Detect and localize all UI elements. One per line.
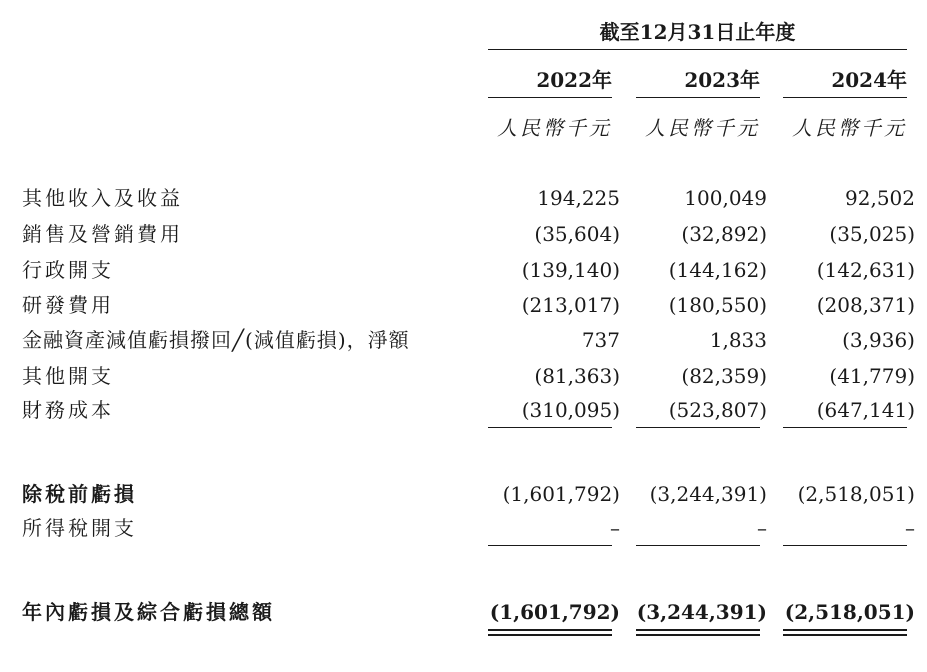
row-value: (2,518,051)	[784, 600, 915, 624]
row-value: (213,017)	[521, 293, 620, 317]
row-value: (41,779)	[829, 364, 915, 388]
year-rule-1	[488, 97, 612, 98]
period-header: 截至12月31日止年度	[599, 20, 796, 44]
row-label-finance-costs: 財務成本	[22, 398, 114, 422]
row-value: (1,601,792)	[502, 482, 620, 506]
row-value: 737	[581, 328, 620, 352]
row-value: (35,604)	[534, 222, 620, 246]
subtotal-rule-2	[636, 427, 760, 428]
total-double-rule-2a	[636, 629, 760, 631]
year-rule-3	[783, 97, 907, 98]
row-value: (35,025)	[829, 222, 915, 246]
row-value: (144,162)	[668, 258, 767, 282]
row-value: 194,225	[537, 186, 620, 210]
row-value: (1,601,792)	[489, 600, 620, 624]
tax-rule-1	[488, 545, 612, 546]
row-value: (142,631)	[816, 258, 915, 282]
row-value: (2,518,051)	[797, 482, 915, 506]
year-2023: 2023年	[684, 68, 760, 92]
row-label-loss-before-tax: 除稅前虧損	[22, 482, 137, 506]
row-value: (3,244,391)	[636, 600, 767, 624]
row-label-total-loss: 年內虧損及綜合虧損總額	[22, 600, 275, 624]
row-label-impairment: 金融資產減值虧損撥回╱(減值虧損)，淨額	[22, 328, 410, 352]
total-double-rule-2b	[636, 634, 760, 636]
total-double-rule-1a	[488, 629, 612, 631]
subtotal-rule-1	[488, 427, 612, 428]
row-value: (180,550)	[668, 293, 767, 317]
row-value: (647,141)	[816, 398, 915, 422]
year-2022: 2022年	[536, 68, 612, 92]
unit-label-2022: 人民幣千元	[497, 116, 612, 140]
row-label-income-tax: 所得稅開支	[22, 516, 137, 540]
row-value: 92,502	[845, 186, 915, 210]
row-value: (523,807)	[668, 398, 767, 422]
row-value: 1,833	[709, 328, 767, 352]
year-2024: 2024年	[831, 68, 907, 92]
row-value: –	[757, 516, 767, 540]
row-label-admin-expenses: 行政開支	[22, 258, 114, 282]
row-label-rd-expenses: 研發費用	[22, 293, 114, 317]
header-rule	[488, 49, 907, 50]
row-value: (32,892)	[681, 222, 767, 246]
total-double-rule-3b	[783, 634, 907, 636]
row-value: (82,359)	[681, 364, 767, 388]
subtotal-rule-3	[783, 427, 907, 428]
tax-rule-2	[636, 545, 760, 546]
row-label-other-income: 其他收入及收益	[22, 186, 183, 210]
tax-rule-3	[783, 545, 907, 546]
row-value: (3,936)	[842, 328, 915, 352]
row-value: (139,140)	[521, 258, 620, 282]
total-double-rule-3a	[783, 629, 907, 631]
row-value: (81,363)	[534, 364, 620, 388]
row-value: (3,244,391)	[649, 482, 767, 506]
row-value: –	[610, 516, 620, 540]
row-label-selling-expenses: 銷售及營銷費用	[22, 222, 183, 246]
row-value: –	[905, 516, 915, 540]
row-value: (208,371)	[816, 293, 915, 317]
row-value: 100,049	[684, 186, 767, 210]
total-double-rule-1b	[488, 634, 612, 636]
unit-label-2024: 人民幣千元	[792, 116, 907, 140]
year-rule-2	[636, 97, 760, 98]
row-value: (310,095)	[521, 398, 620, 422]
row-label-other-expenses: 其他開支	[22, 364, 114, 388]
unit-label-2023: 人民幣千元	[645, 116, 760, 140]
